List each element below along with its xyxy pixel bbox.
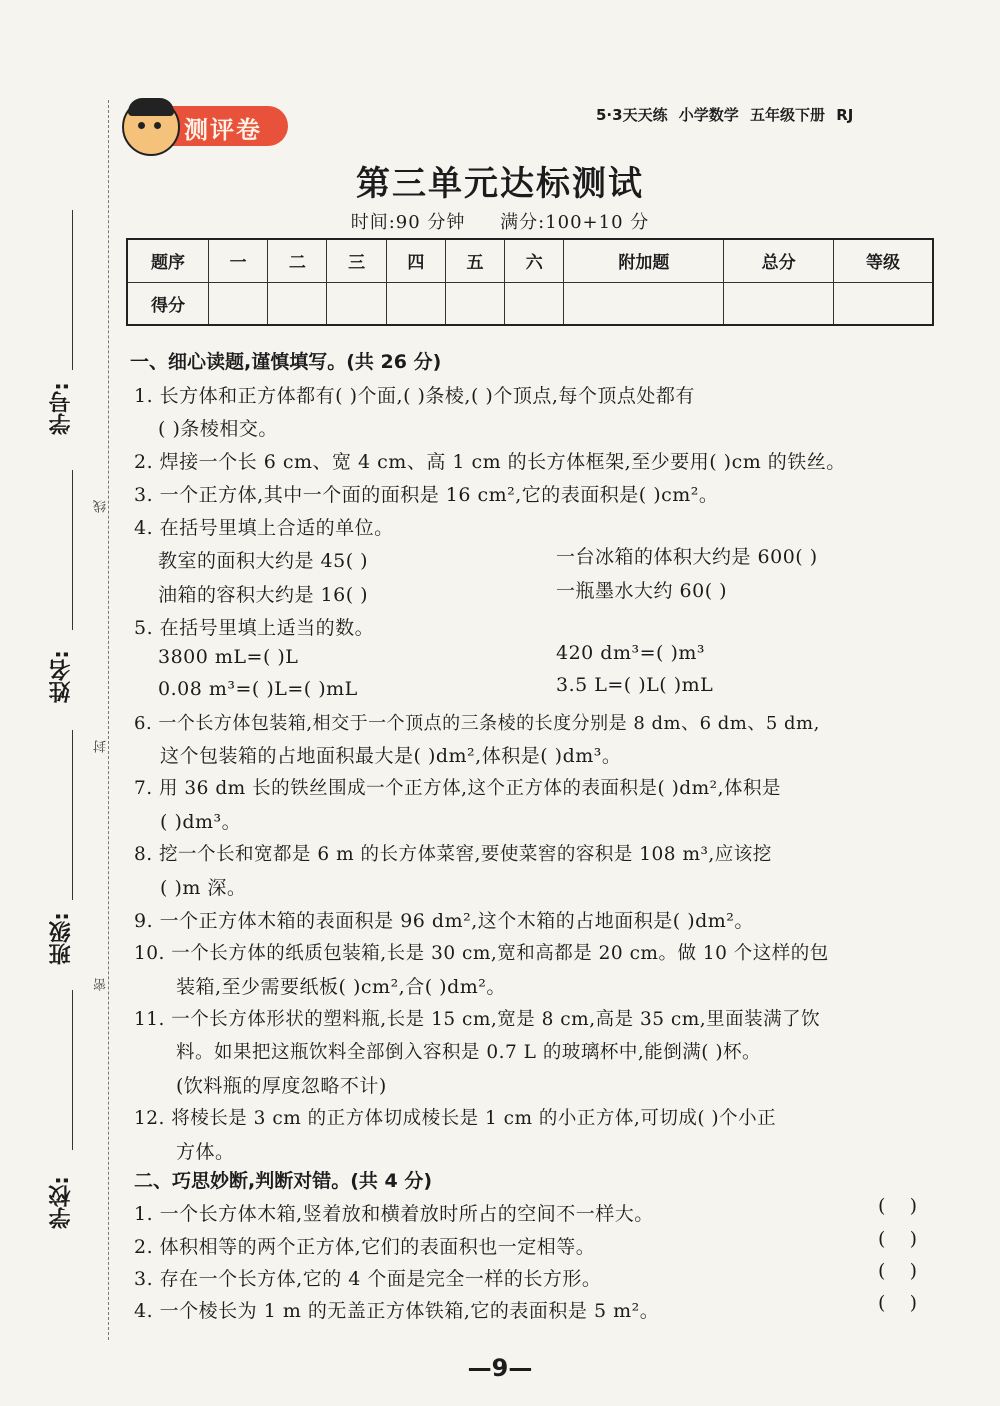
student-id-blank	[72, 210, 73, 370]
cartoon-hair	[128, 98, 174, 116]
table-header-cell: 三	[327, 239, 386, 282]
question-line: 4. 在括号里填上合适的单位。	[134, 517, 394, 539]
answer-brackets[interactable]: ( )	[878, 1292, 917, 1314]
question-line: 6. 一个长方体包装箱,相交于一个顶点的三条棱的长度分别是 8 dm、6 dm、5 dm,	[134, 713, 820, 734]
score-cell[interactable]	[445, 282, 504, 325]
series-title: 5·3天天练 小学数学 五年级下册 RJ	[596, 106, 854, 124]
table-header-cell: 四	[386, 239, 445, 282]
question-line: 10. 一个长方体的纸质包装箱,长是 30 cm,宽和高都是 20 cm。做 10 个这样的包	[134, 943, 829, 964]
question-line: 420 dm³=( )m³	[556, 642, 706, 664]
score-cell[interactable]	[386, 282, 445, 325]
section-2-heading: 二、巧思妙断,判断对错。(共 4 分)	[134, 1170, 433, 1192]
score-cell[interactable]	[564, 282, 724, 325]
table-row-label: 得分	[127, 282, 209, 325]
question-line: 3800 mL=( )L	[158, 646, 299, 668]
question-line: 教室的面积大约是 45( )	[158, 550, 369, 572]
question-line: 装箱,至少需要纸板( )cm²,合( )dm²。	[176, 976, 506, 998]
question-line: 7. 用 36 dm 长的铁丝围成一个正方体,这个正方体的表面积是( )dm²,体积是	[134, 778, 781, 799]
exam-time: 时间:90 分钟	[350, 212, 466, 233]
question-line: 8. 挖一个长和宽都是 6 m 的长方体菜窖,要使菜窖的容积是 108 m³,应该挖	[134, 844, 772, 865]
score-cell[interactable]	[209, 282, 268, 325]
score-cell[interactable]	[724, 282, 834, 325]
school-blank	[72, 990, 73, 1150]
judgment-question: 3. 存在一个长方体,它的 4 个面是完全一样的长方形。	[134, 1268, 602, 1290]
score-cell[interactable]	[834, 282, 934, 325]
table-header-cell: 总分	[724, 239, 834, 282]
cartoon-eye-left	[138, 122, 145, 129]
score-table-header-row	[127, 239, 933, 282]
question-line: 5. 在括号里填上适当的数。	[134, 617, 375, 639]
question-line: ( )m 深。	[160, 877, 247, 899]
question-line: ( )条棱相交。	[158, 418, 278, 440]
answer-brackets[interactable]: ( )	[878, 1228, 917, 1250]
cartoon-face-icon	[122, 98, 180, 156]
question-line: 1. 长方体和正方体都有( )个面,( )条棱,( )个顶点,每个顶点处都有	[134, 385, 695, 407]
name-blank	[72, 470, 73, 630]
table-header-cell: 六	[505, 239, 564, 282]
page-number: —9—	[467, 1354, 533, 1382]
school-label: 学校:	[49, 1176, 74, 1229]
question-line: 2. 焊接一个长 6 cm、宽 4 cm、高 1 cm 的长方体框架,至少要用( )cm 的铁丝。	[134, 451, 846, 473]
badge-label: 测评卷	[184, 116, 262, 144]
question-line: 一瓶墨水大约 60( )	[556, 580, 728, 602]
page-title: 第三单元达标测试	[356, 164, 644, 204]
score-cell[interactable]	[268, 282, 327, 325]
cut-mark-secret: 密	[94, 978, 109, 991]
student-id-label: 学号:	[49, 382, 74, 435]
cut-mark-line: 线	[94, 500, 109, 513]
table-header-cell: 等级	[834, 239, 934, 282]
assessment-badge	[122, 98, 290, 152]
table-header-cell: 五	[445, 239, 504, 282]
question-line: 料。如果把这瓶饮料全部倒入容积是 0.7 L 的玻璃杯中,能倒满( )杯。	[176, 1042, 762, 1063]
exam-full-score: 满分:100+10 分	[500, 212, 650, 233]
score-cell[interactable]	[327, 282, 386, 325]
answer-brackets[interactable]: ( )	[878, 1260, 917, 1282]
question-line: 0.08 m³=( )L=( )mL	[158, 678, 358, 700]
question-line: 油箱的容积大约是 16( )	[158, 584, 369, 606]
table-header-cell: 附加题	[564, 239, 724, 282]
table-header-cell: 题序	[127, 239, 209, 282]
score-cell[interactable]	[505, 282, 564, 325]
question-line: 11. 一个长方体形状的塑料瓶,长是 15 cm,宽是 8 cm,高是 35 cm,里面装满了饮	[134, 1009, 821, 1030]
table-header-cell: 一	[209, 239, 268, 282]
class-label: 班级:	[49, 912, 74, 965]
question-line: 12. 将棱长是 3 cm 的正方体切成棱长是 1 cm 的小正方体,可切成( )个小正	[134, 1108, 777, 1129]
section-1-heading: 一、细心读题,谨慎填写。(共 26 分)	[130, 351, 442, 373]
question-line: 方体。	[176, 1141, 235, 1163]
question-line: 3. 一个正方体,其中一个面的面积是 16 cm²,它的表面积是( )cm²。	[134, 484, 719, 506]
name-label: 姓名:	[49, 650, 74, 703]
answer-brackets[interactable]: ( )	[878, 1195, 917, 1217]
question-line: ( )dm³。	[160, 811, 242, 833]
judgment-question: 2. 体积相等的两个正方体,它们的表面积也一定相等。	[134, 1236, 596, 1258]
score-table-score-row	[127, 282, 933, 325]
question-line: 9. 一个正方体木箱的表面积是 96 dm²,这个木箱的占地面积是( )dm²。	[134, 910, 754, 932]
question-line: 这个包装箱的占地面积最大是( )dm²,体积是( )dm³。	[160, 745, 622, 767]
question-line: (饮料瓶的厚度忽略不计)	[176, 1075, 387, 1097]
cartoon-eye-right	[154, 122, 161, 129]
cut-mark-seal: 封	[94, 740, 109, 753]
score-table	[126, 238, 934, 326]
judgment-question: 1. 一个长方体木箱,竖着放和横着放时所占的空间不一样大。	[134, 1203, 654, 1225]
judgment-question: 4. 一个棱长为 1 m 的无盖正方体铁箱,它的表面积是 5 m²。	[134, 1300, 660, 1322]
class-blank	[72, 730, 73, 900]
question-line: 3.5 L=( )L( )mL	[556, 674, 714, 696]
question-line: 一台冰箱的体积大约是 600( )	[556, 546, 818, 568]
table-header-cell: 二	[268, 239, 327, 282]
exam-info	[0, 208, 1000, 234]
binding-margin-line	[108, 100, 109, 1340]
